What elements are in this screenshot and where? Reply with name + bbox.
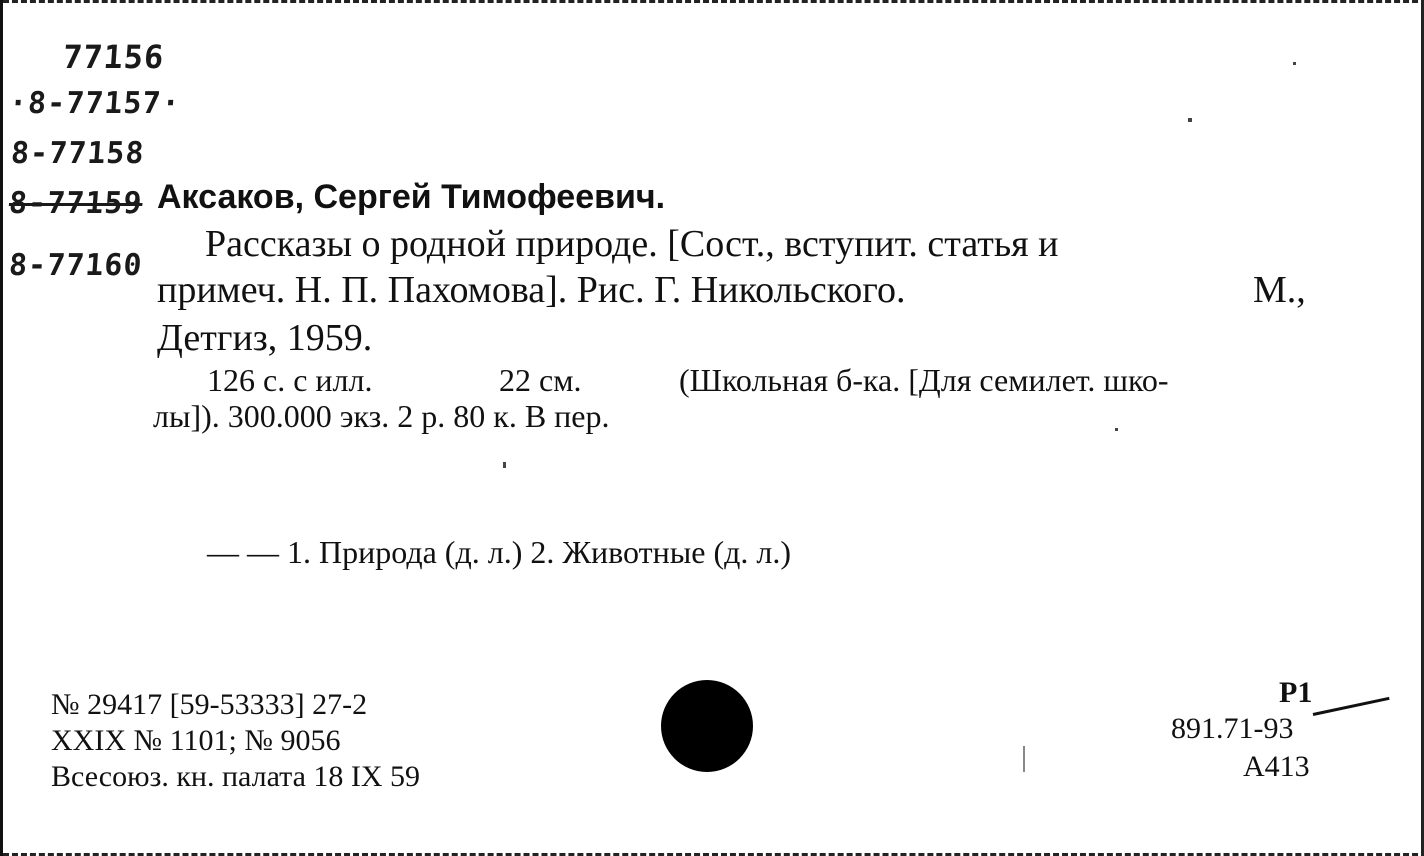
- card-number: № 29417 [59-53333] 27-2: [51, 688, 368, 721]
- handwritten-number-5: 8-77160: [7, 248, 144, 283]
- speck: [1188, 118, 1192, 122]
- handwritten-number-2: ·8-77157·: [7, 86, 182, 121]
- subject-headings: — — 1. Природа (д. л.) 2. Животные (д. л.): [207, 534, 791, 570]
- card-top-edge: [3, 0, 1424, 6]
- size: 22 см.: [499, 362, 582, 398]
- handwritten-number-3: 8-77158: [9, 136, 146, 171]
- pencil-mark: [1313, 697, 1390, 716]
- author-sign: А413: [1243, 750, 1310, 783]
- register-numbers: XXIX № 1101; № 9056: [51, 724, 341, 757]
- speck: [1023, 746, 1025, 772]
- series: (Школьная б-ка. [Для семилет. шко-: [679, 362, 1169, 398]
- handwritten-number-4-struck: 8-77159: [7, 186, 144, 221]
- speck: [1293, 62, 1296, 65]
- publisher-year: Детгиз, 1959.: [157, 317, 373, 359]
- handwritten-number-1: 77156: [61, 38, 166, 76]
- title-line-1: Рассказы о родной природе. [Сост., вступит. статья и: [205, 223, 1059, 265]
- publication-place: М.,: [1253, 269, 1306, 311]
- classification-index: 891.71-93: [1171, 712, 1294, 745]
- pagination: 126 с. с илл.: [207, 362, 373, 398]
- card-bottom-edge: [3, 850, 1424, 856]
- chamber-date: Всесоюз. кн. палата 18 IX 59: [51, 760, 421, 793]
- title-line-2: примеч. Н. П. Пахомова]. Рис. Г. Никольского.: [157, 269, 906, 311]
- speck: [1115, 428, 1118, 431]
- author-heading: Аксаков, Сергей Тимофеевич.: [157, 178, 666, 216]
- edition-price: лы]). 300.000 экз. 2 р. 80 к. В пер.: [153, 398, 610, 434]
- speck: [503, 462, 506, 468]
- classification-code: Р1: [1279, 676, 1313, 709]
- punch-hole: [661, 680, 753, 772]
